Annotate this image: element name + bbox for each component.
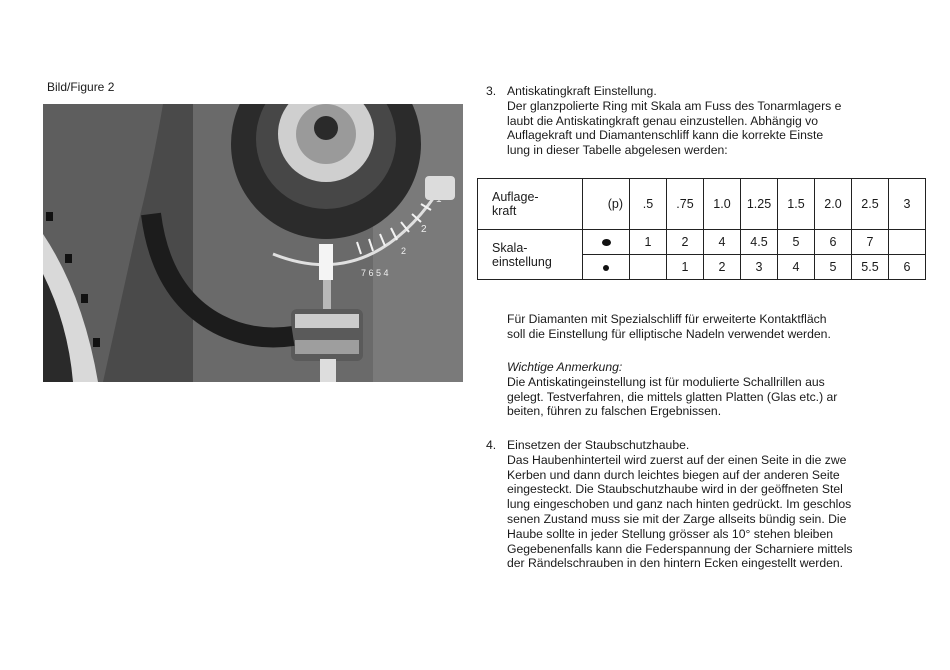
section-3-line: laubt die Antiskatingkraft genau einzustellen. Abhängig vo bbox=[507, 113, 819, 128]
section-3-line: lung in dieser Tabelle abgelesen werden: bbox=[507, 143, 728, 158]
important-note bbox=[507, 360, 912, 419]
diamond-note bbox=[507, 312, 912, 342]
section-4-line: Haube sollte in jeder Stellung grösser als 10° stehen bleiben bbox=[507, 526, 834, 541]
section-4-line: Gegebenenfalls kann die Federspannung der Scharniere mittels bbox=[507, 541, 853, 556]
table-cell: 1 bbox=[667, 255, 704, 280]
scale-label-numbers: 7 6 5 4 bbox=[361, 268, 389, 278]
table-cell: .5 bbox=[630, 179, 667, 230]
section-3-line: Der glanzpolierte Ring mit Skala am Fuss des Tonarmlagers e bbox=[507, 98, 842, 113]
section-3-line: Antiskatingkraft Einstellung. bbox=[507, 84, 657, 98]
table-row bbox=[478, 179, 926, 230]
skala-label-line2: einstellung bbox=[492, 254, 552, 269]
table-cell: 1.5 bbox=[778, 179, 815, 230]
table-cell: 5 bbox=[815, 255, 852, 280]
table-cell: 1 bbox=[630, 230, 667, 255]
auflagekraft-label-line2: kraft bbox=[492, 204, 517, 218]
scale-label-2: 2 bbox=[421, 224, 427, 235]
diamond-note-line: Für Diamanten mit Spezialschliff für erweiterte Kontaktfläch bbox=[507, 312, 827, 326]
figure-caption: Bild/Figure 2 bbox=[47, 80, 115, 94]
section-4 bbox=[486, 438, 910, 571]
section-3-line: Auflagekraft und Diamantenschliff kann die korrekte Einste bbox=[507, 128, 824, 143]
table-cell: 2.5 bbox=[852, 179, 889, 230]
table-cell: 1.0 bbox=[704, 179, 741, 230]
table-cell: 1.25 bbox=[741, 179, 778, 230]
section-4-line: lung eingeschoben und ganz nach hinten gedrückt. Im geschlos bbox=[507, 497, 852, 512]
scale-label-2b: 2 bbox=[401, 246, 407, 256]
table-cell: 6 bbox=[889, 255, 926, 280]
antiskating-table bbox=[477, 178, 926, 280]
section-4-line: Kerben und dann durch leichtes biegen auf der anderen Seite bbox=[507, 467, 840, 482]
important-line: Die Antiskatingeinstellung ist für modulierte Schallrillen aus bbox=[507, 374, 825, 389]
table-cell: 6 bbox=[815, 230, 852, 255]
table-cell: 3 bbox=[889, 179, 926, 230]
table-cell: 2 bbox=[667, 230, 704, 255]
important-line: gelegt. Testverfahren, die mittels glatten Platten (Glas etc.) ar bbox=[507, 389, 838, 404]
table-cell bbox=[889, 230, 926, 255]
table-cell: 4 bbox=[704, 230, 741, 255]
important-heading: Wichtige Anmerkung: bbox=[507, 360, 623, 374]
section-4-line: Einsetzen der Staubschutzhaube. bbox=[507, 438, 690, 452]
table-cell: 5 bbox=[778, 230, 815, 255]
unit-cell: (p) bbox=[583, 179, 630, 230]
section-4-line: eingesteckt. Die Staubschutzhaube wird in der geöffneten Stel bbox=[507, 482, 843, 497]
section-3-number: 3. bbox=[486, 84, 497, 98]
auflagekraft-label-line1: Auflage- bbox=[492, 190, 539, 204]
figure-photo bbox=[43, 104, 463, 382]
table-cell: 2 bbox=[704, 255, 741, 280]
skala-label-line1: Skala- bbox=[492, 240, 528, 255]
table-cell bbox=[630, 255, 667, 280]
section-4-line: der Rändelschrauben in den hintern Ecken eingestellt werden. bbox=[507, 556, 844, 571]
section-4-number: 4. bbox=[486, 438, 497, 452]
table-cell: 4 bbox=[778, 255, 815, 280]
table-cell: 3 bbox=[741, 255, 778, 280]
conical-stylus-icon bbox=[583, 230, 630, 255]
table-row bbox=[478, 230, 926, 255]
important-line: beiten, führen zu falschen Ergebnissen. bbox=[507, 404, 722, 419]
auflagekraft-label bbox=[478, 179, 583, 230]
diamond-note-line: soll die Einstellung für elliptische Nadeln verwendet werden. bbox=[507, 326, 831, 341]
section-3 bbox=[486, 84, 910, 158]
section-4-line: Das Haubenhinterteil wird zuerst auf der einen Seite in die zwe bbox=[507, 452, 847, 467]
table-cell: 4.5 bbox=[741, 230, 778, 255]
table-cell: 2.0 bbox=[815, 179, 852, 230]
elliptical-stylus-icon bbox=[583, 255, 630, 280]
skalaeinstellung-label bbox=[478, 230, 583, 280]
table-cell: 7 bbox=[852, 230, 889, 255]
section-4-line: senen Zustand muss sie mit der Zarge allseits bündig sein. Die bbox=[507, 511, 847, 526]
table-cell: 5.5 bbox=[852, 255, 889, 280]
table-cell: .75 bbox=[667, 179, 704, 230]
